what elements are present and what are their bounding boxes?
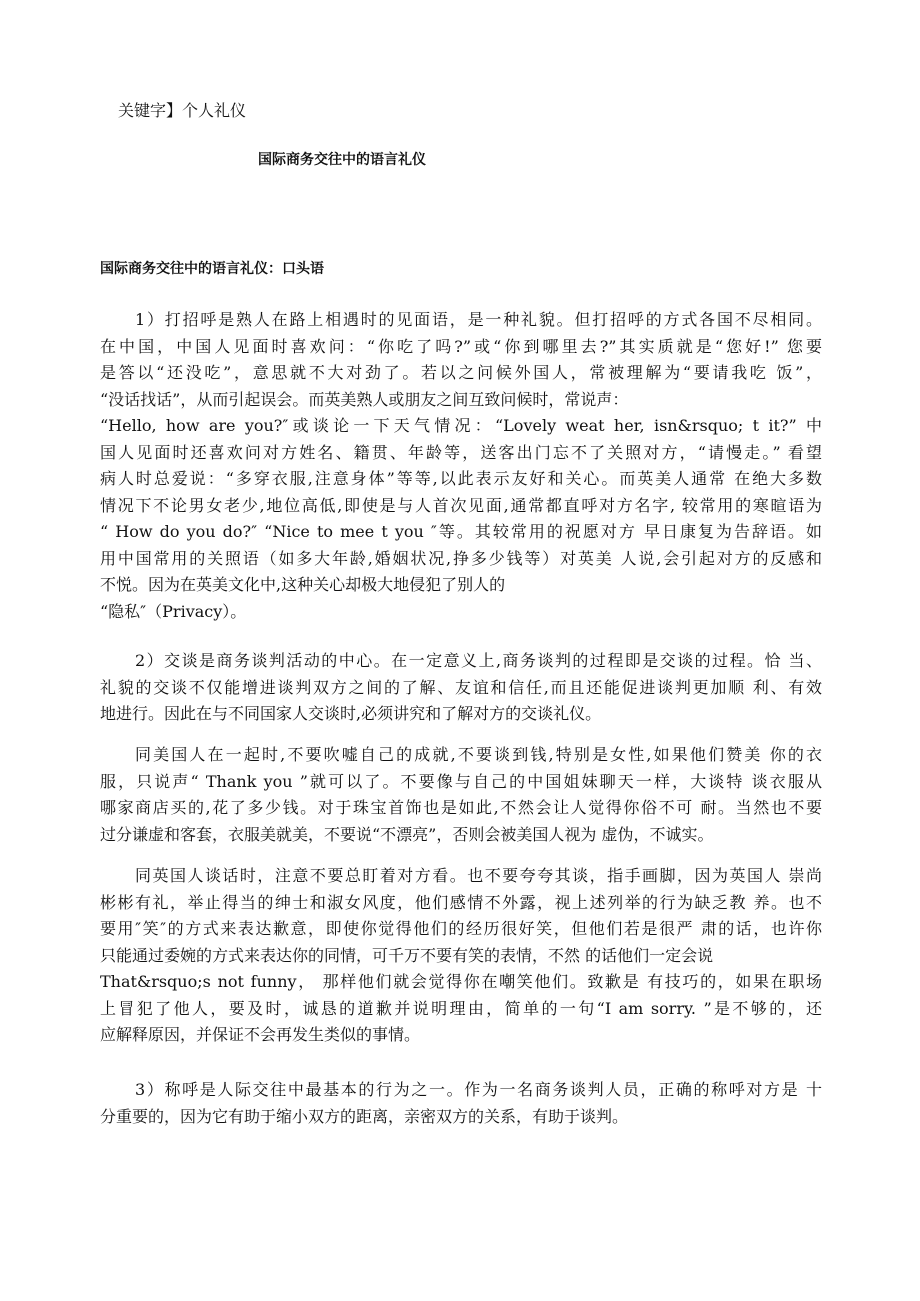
text-line: “没话找话”，从而引起误会。而英美熟人或朋友之间互致问候时，常说声： — [100, 389, 629, 409]
text-line: 国人见面时还喜欢问对方姓名、籍贯、年龄等，送客出门忘不了关照对方，“请慢走。” 看望 — [100, 442, 822, 462]
text-line: 上冒犯了他人，要及时，诚恳的道歉并说明理由，简单的一句“I am sorry. ”是不够的，还 — [100, 998, 822, 1018]
paragraph-british — [100, 863, 822, 1049]
text-line: “Hello, how are you?″或谈论一下天气情况：“Lovely weat her, isn&rsquo; t it?” 中 — [100, 416, 822, 435]
paragraph-greetings — [100, 307, 822, 625]
text-line: 2）交谈是商务谈判活动的中心。在一定意义上,商务谈判的过程即是交谈的过程。恰 当、 — [135, 651, 822, 670]
text-line: 用中国常用的关照语（如多大年龄,婚姻状况,挣多少钱等）对英美 人说,会引起对方的反感和 — [100, 548, 822, 568]
text-line: 病人时总爱说：“多穿衣服,注意身体”等等,以此表示友好和关心。而英美人通常 在绝大多数 — [100, 469, 822, 488]
text-line: 在中国，中国人见面时喜欢问：“你吃了吗?”或“你到哪里去?”其实质就是“您好!” 您要 — [100, 336, 822, 356]
text-line: That&rsquo;s not funny， 那样他们就会觉得你在嘲笑他们。致歉是 有技巧的，如果在职场 — [100, 972, 822, 991]
text-line: 服，只说声“ Thank you ”就可以了。不要像与自己的中国姐妹聊天一样，大谈特 谈衣服从 — [100, 771, 822, 791]
text-line: 情况下不论男女老少,地位高低,即使是与人首次见面,通常都直呼对方名字, 较常用的寒暄语为 — [100, 495, 822, 515]
section-heading: 国际商务交往中的语言礼仪：口头语 — [100, 261, 324, 277]
text-line: “隐私″（Privacy）。 — [100, 601, 247, 621]
paragraph-conversation — [100, 648, 822, 728]
paragraph-addressing — [100, 1077, 822, 1130]
text-line: 3）称呼是人际交往中最基本的行为之一。作为一名商务谈判人员，正确的称呼对方是 十 — [135, 1080, 822, 1099]
document-title: 国际商务交往中的语言礼仪 — [258, 152, 426, 168]
paragraph-americans — [100, 742, 822, 848]
text-line: 彬彬有礼，举止得当的绅士和淑女风度，他们感情不外露，视上述列举的行为缺乏教 养。也不 — [100, 892, 822, 912]
text-line: 过分谦虚和客套，衣服美就美，不要说“不漂亮”，否则会被美国人视为 虚伪，不诚实。 — [100, 824, 714, 844]
text-line: 是答以“还没吃”，意思就不大对劲了。若以之问候外国人，常被理解为“要请我吃 饭”， — [100, 363, 822, 382]
text-line: 分重要的，因为它有助于缩小双方的距离，亲密双方的关系，有助于谈判。 — [100, 1106, 629, 1126]
text-line: 只能通过委婉的方式来表达你的同情，可千万不要有笑的表情，不然 的话他们一定会说 — [100, 945, 714, 965]
text-line: 不悦。因为在英美文化中,这种关心却极大地侵犯了别人的 — [100, 575, 506, 594]
text-line: “ How do you do?″ “Nice to mee t you ″等。其较常用的祝愿对方 早日康复为告辞语。如 — [100, 522, 822, 541]
keyword-line: 关键字】个人礼仪 — [118, 101, 247, 120]
text-line: 哪家商店买的,花了多少钱。对于珠宝首饰也是如此,不然会让人觉得你俗不可 耐。当然也不要 — [100, 798, 822, 817]
text-line: 应解释原因，并保证不会再发生类似的事情。 — [100, 1025, 421, 1044]
text-line: 地进行。因此在与不同国家人交谈时,必须讲究和了解对方的交谈礼仪。 — [100, 704, 602, 723]
text-line: 要用″笑″的方式来表达歉意，即使你觉得他们的经历很好笑，但他们若是很严 肃的话，也许你 — [100, 919, 822, 938]
text-line: 礼貌的交谈不仅能增进谈判双方之间的了解、友谊和信任,而且还能促进谈判更加顺 利、有效 — [100, 677, 822, 697]
text-line: 同英国人谈话时，注意不要总盯着对方看。也不要夸夸其谈，指手画脚，因为英国人 崇尚 — [135, 866, 822, 885]
text-line: 同美国人在一起时,不要吹嘘自己的成就,不要谈到钱,特别是女性,如果他们赞美 你的衣 — [135, 745, 822, 764]
text-line: 1）打招呼是熟人在路上相遇时的见面语，是一种礼貌。但打招呼的方式各国不尽相同。 — [135, 310, 822, 329]
